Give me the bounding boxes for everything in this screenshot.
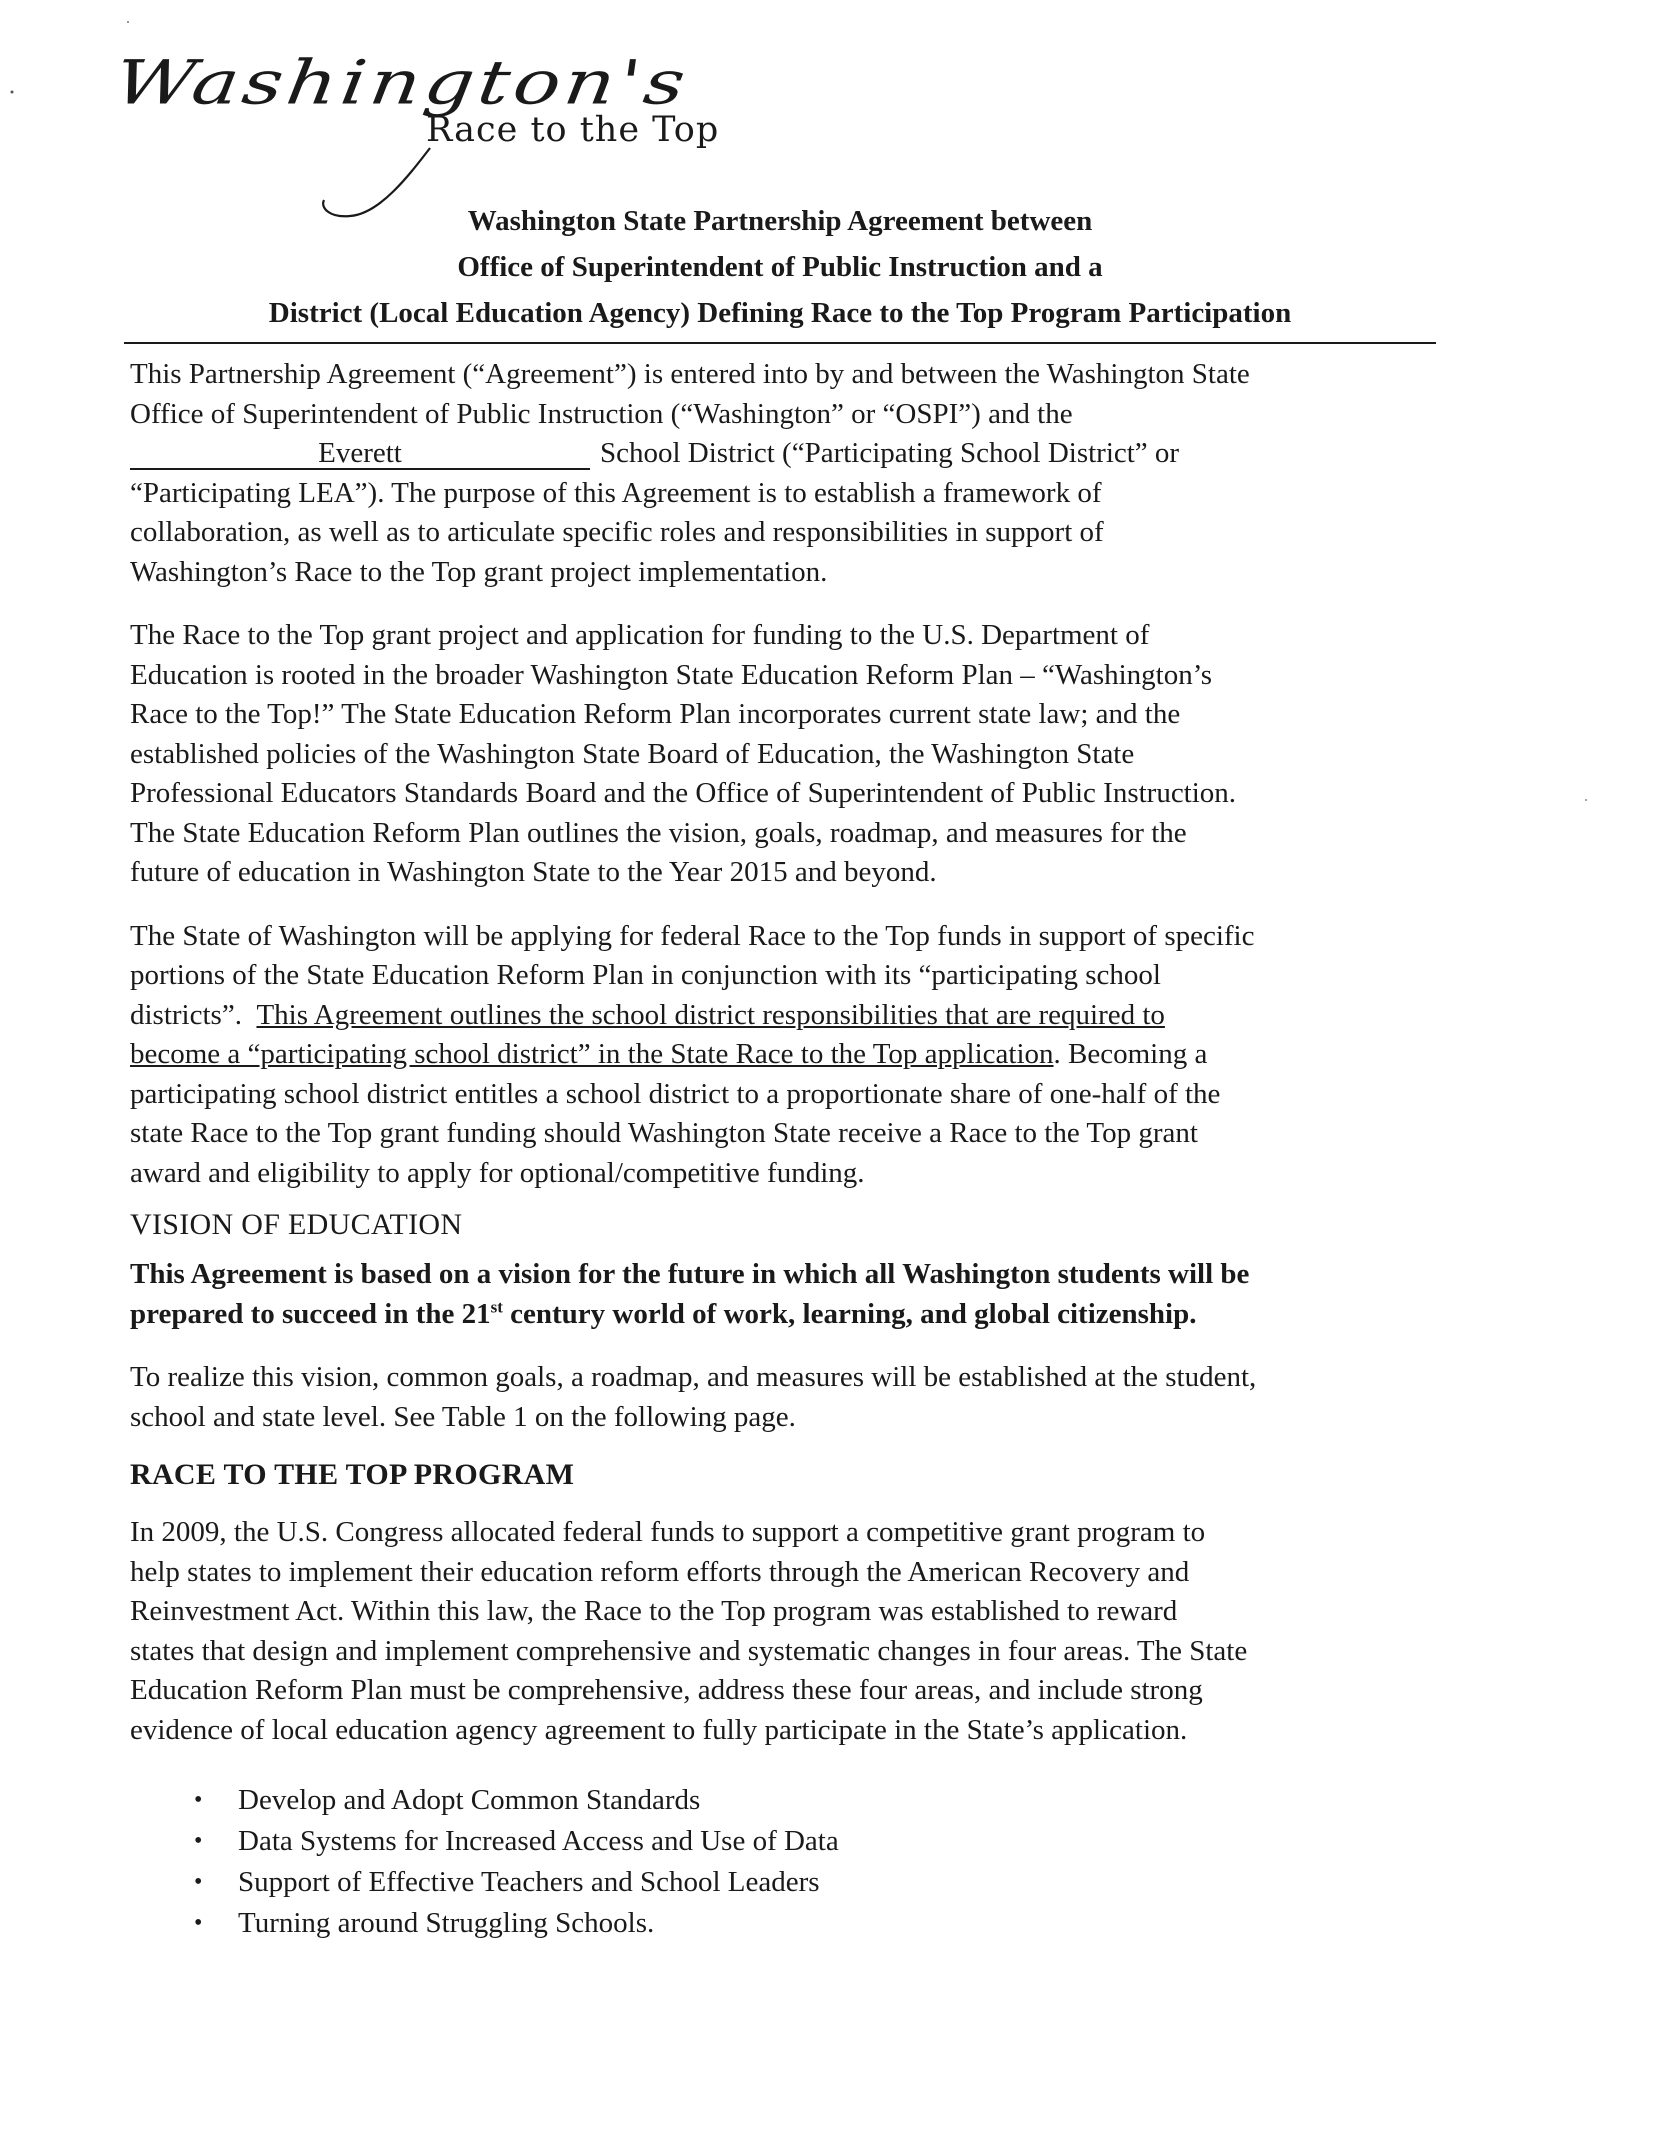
list-item-text: Support of Effective Teachers and School Leaders [238, 1866, 820, 1898]
list-item-text: Data Systems for Increased Access and Use of Data [238, 1825, 839, 1857]
list-item-text: Develop and Adopt Common Standards [238, 1784, 701, 1816]
text-line: established policies of the Washington State Board of Education, the Washington State [130, 737, 1135, 770]
bullet-icon: • [194, 1787, 203, 1813]
text-line: In 2009, the U.S. Congress allocated federal funds to support a competitive grant program to [130, 1516, 1206, 1548]
bullet-icon: • [194, 1828, 203, 1854]
text-line: The Race to the Top grant project and application for funding to the U.S. Department of [130, 619, 1150, 651]
reform-areas-list [130, 1780, 1450, 1944]
text-line: Professional Educators Standards Board and the Office of Superintendent of Public Instruction. [130, 777, 1237, 809]
text-line [130, 434, 1450, 474]
title-line: Office of Superintendent of Public Instruction and a [457, 251, 1103, 283]
reform-plan-paragraph [130, 616, 1450, 893]
text-line: help states to implement their education reform efforts through the American Recovery and [130, 1555, 1190, 1588]
text-line: collaboration, as well as to articulate specific roles and responsibilities in support of [130, 516, 1104, 548]
text-line: Education Reform Plan must be comprehensive, address these four areas, and include strong [130, 1674, 1203, 1706]
section-heading: RACE TO THE TOP PROGRAM [130, 1458, 575, 1491]
title-divider [124, 342, 1436, 344]
underlined-text: This Agreement outlines the school district responsibilities that are required to [256, 998, 1165, 1031]
title-line: District (Local Education Agency) Defining Race to the Top Program Participation [268, 297, 1292, 329]
text-line: states that design and implement comprehensive and systematic changes in four areas. The State [130, 1634, 1248, 1667]
text-line: future of education in Washington State to the Year 2015 and beyond. [130, 856, 937, 888]
document-title [130, 198, 1430, 336]
list-item [194, 1903, 1450, 1944]
text-fragment: prepared to succeed in the 21 [130, 1297, 491, 1330]
text-line: evidence of local education agency agreement to fully participate in the State’s application. [130, 1713, 1188, 1746]
text-fragment: districts”. [130, 998, 242, 1031]
text-line: Education is rooted in the broader Washington State Education Reform Plan – “Washington’s [130, 658, 1213, 691]
race-to-the-top-logo [110, 48, 840, 178]
text-line: school and state level. See Table 1 on the following page. [130, 1400, 796, 1433]
district-name-field: Everett [130, 438, 590, 470]
list-item [194, 1862, 1450, 1903]
federal-funds-paragraph [130, 917, 1450, 1194]
program-paragraph [130, 1513, 1450, 1750]
text-line: Race to the Top!” The State Education Reform Plan incorporates current state law; and the [130, 698, 1181, 730]
text-line: participating school district entitles a school district to a proportionate share of one-half of the [130, 1077, 1221, 1110]
underlined-text: become a “participating school district” in the State Race to the Top application [130, 1038, 1054, 1070]
text-line: Reinvestment Act. Within this law, the Race to the Top program was established to reward [130, 1595, 1178, 1627]
text-line: “Participating LEA”). The purpose of this Agreement is to establish a framework of [130, 476, 1102, 509]
text-line: The State of Washington will be applying for federal Race to the Top funds in support of specific [130, 919, 1255, 952]
logo-script: Washington's [110, 48, 694, 119]
bullet-icon: • [194, 1910, 203, 1936]
list-item [194, 1821, 1450, 1862]
text-fragment: . Becoming a [1053, 1038, 1208, 1070]
logo-subtitle: Race to the Top [426, 110, 720, 150]
superscript: st [490, 1296, 503, 1316]
text-fragment: School District (“Participating School District” or [600, 437, 1180, 469]
list-item-text: Turning around Struggling Schools. [238, 1907, 655, 1939]
text-line: To realize this vision, common goals, a roadmap, and measures will be established at the student, [130, 1361, 1257, 1393]
text-line [130, 1295, 1450, 1335]
text-line: The State Education Reform Plan outlines the vision, goals, roadmap, and measures for the [130, 816, 1187, 849]
text-line [130, 1035, 1450, 1075]
document-body [130, 355, 1450, 1944]
vision-paragraph [130, 1358, 1450, 1437]
title-line: Washington State Partnership Agreement between [467, 205, 1093, 237]
text-line: Office of Superintendent of Public Instruction (“Washington” or “OSPI”) and the [130, 397, 1073, 430]
intro-paragraph [130, 355, 1450, 592]
list-item [194, 1780, 1450, 1821]
text-line: This Partnership Agreement (“Agreement”) is entered into by and between the Washington State [130, 358, 1250, 390]
text-line: This Agreement is based on a vision for the future in which all Washington students will be [130, 1258, 1250, 1290]
text-fragment: century world of work, learning, and global citizenship. [502, 1297, 1197, 1330]
bullet-icon: • [194, 1869, 203, 1895]
section-heading: VISION OF EDUCATION [130, 1208, 463, 1241]
vision-statement [130, 1255, 1450, 1334]
text-line: Washington’s Race to the Top grant project implementation. [130, 555, 828, 588]
text-line: portions of the State Education Reform Plan in conjunction with its “participating school [130, 959, 1161, 991]
text-line [130, 996, 1450, 1036]
text-line: state Race to the Top grant funding should Washington State receive a Race to the Top grant [130, 1117, 1198, 1149]
text-line: award and eligibility to apply for optional/competitive funding. [130, 1156, 865, 1189]
